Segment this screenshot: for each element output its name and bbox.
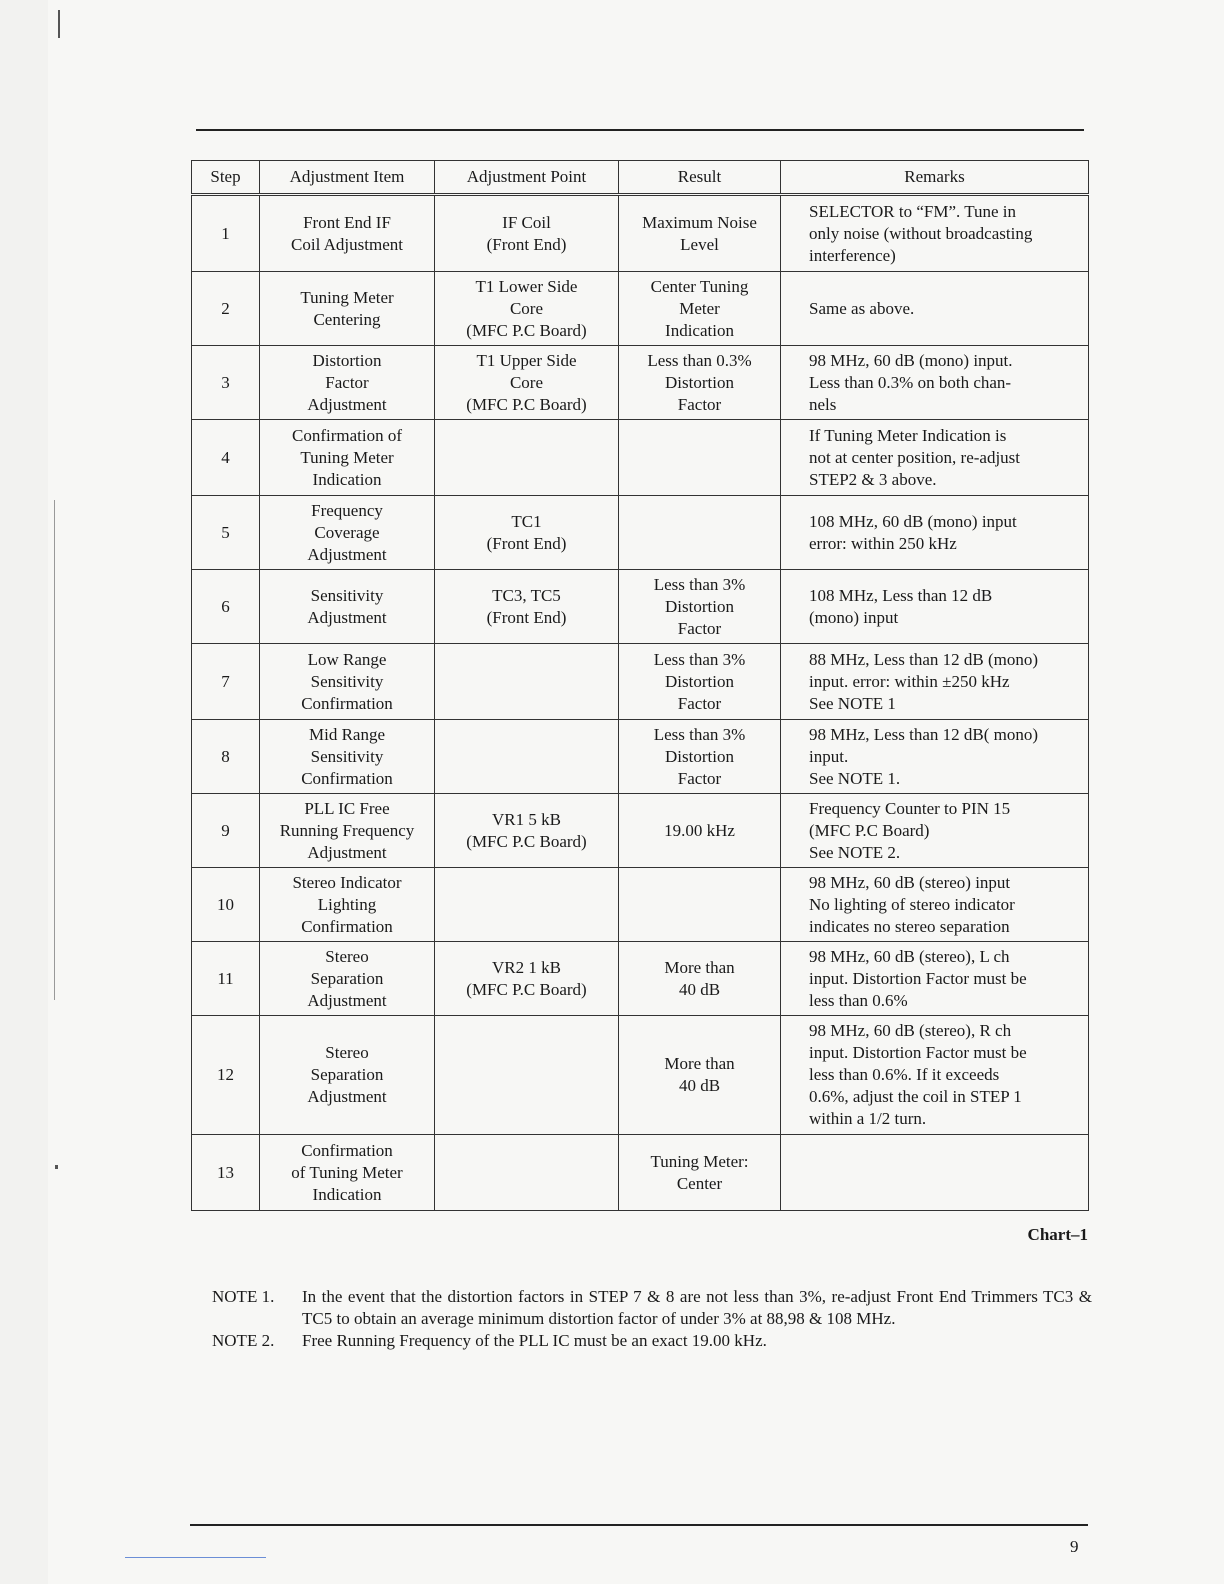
remarks-line: 98 MHz, 60 dB (mono) input. xyxy=(809,350,1013,370)
item-line: Sensitivity xyxy=(310,671,384,691)
result-line: Indication xyxy=(665,320,734,340)
table-header-row xyxy=(192,161,1089,195)
result-line: Center xyxy=(676,1173,723,1193)
table-row xyxy=(192,644,1089,720)
step-cell: 1 xyxy=(192,195,260,272)
item-cell xyxy=(260,346,435,420)
point-line: VR1 5 kB xyxy=(492,809,561,829)
item-cell xyxy=(260,1135,435,1211)
item-line: Indication xyxy=(312,469,382,489)
remarks-cell xyxy=(781,570,1089,644)
point-line: (MFC P.C Board) xyxy=(466,831,587,851)
item-line: Tuning Meter xyxy=(300,287,394,307)
item-cell xyxy=(260,794,435,868)
note-1 xyxy=(212,1286,1092,1330)
remarks-line: less than 0.6%. If it exceeds xyxy=(809,1065,1000,1084)
point-line: (Front End) xyxy=(486,533,567,553)
table-row xyxy=(192,346,1089,420)
note-text: Free Running Frequency of the PLL IC must be an exact 19.00 kHz. xyxy=(302,1331,767,1350)
remarks-line: indicates no stereo separation xyxy=(809,916,1010,936)
result-line: 40 dB xyxy=(678,1076,721,1095)
point-line: TC1 xyxy=(511,511,542,531)
table-row xyxy=(192,195,1089,272)
remarks-cell xyxy=(781,496,1089,570)
remarks-line: No lighting of stereo indicator xyxy=(809,894,1015,914)
item-line: Indication xyxy=(312,1184,382,1204)
remarks-line: 88 MHz, Less than 12 dB (mono) xyxy=(809,649,1039,669)
remarks-line: less than 0.6% xyxy=(809,990,908,1010)
step-cell: 4 xyxy=(192,420,260,496)
result-line: Less than 3% xyxy=(653,649,746,669)
result-line: Less than 3% xyxy=(653,574,746,594)
item-line: Adjustment xyxy=(307,394,387,414)
remarks-cell xyxy=(781,868,1089,942)
result-cell xyxy=(619,868,781,942)
top-rule xyxy=(196,129,1084,131)
step-cell: 5 xyxy=(192,496,260,570)
item-line: Stereo Indicator xyxy=(292,872,402,892)
page-number: 9 xyxy=(1070,1537,1079,1556)
remarks-line: input. Distortion Factor must be xyxy=(809,1043,1027,1062)
remarks-line: 108 MHz, Less than 12 dB xyxy=(809,585,993,605)
item-line: Low Range xyxy=(307,649,387,669)
result-cell xyxy=(619,644,781,720)
remarks-line: (mono) input xyxy=(809,607,899,627)
item-line: Mid Range xyxy=(308,724,386,744)
result-line: Factor xyxy=(677,693,722,713)
remarks-line: 98 MHz, Less than 12 dB( mono) xyxy=(809,724,1039,744)
result-line: Factor xyxy=(677,768,722,788)
point-cell xyxy=(435,1135,619,1211)
result-cell xyxy=(619,794,781,868)
result-line: Meter xyxy=(679,298,720,318)
remarks-line: Less than 0.3% on both chan- xyxy=(809,372,1012,392)
result-line: More than xyxy=(664,957,735,977)
remarks-cell xyxy=(781,794,1089,868)
result-line: Distortion xyxy=(665,596,734,616)
remarks-cell xyxy=(781,195,1089,272)
remarks-cell xyxy=(781,1016,1089,1135)
point-cell xyxy=(435,1016,619,1135)
remarks-line: not at center position, re-adjust xyxy=(809,447,1021,467)
remarks-line: (MFC P.C Board) xyxy=(809,820,930,840)
item-line: Confirmation xyxy=(301,693,393,713)
item-line: Distortion xyxy=(312,350,382,370)
result-cell xyxy=(619,1135,781,1211)
result-line: Distortion xyxy=(665,746,734,766)
point-cell xyxy=(435,496,619,570)
item-line: Sensitivity xyxy=(310,746,384,766)
table-row xyxy=(192,496,1089,570)
remarks-line: If Tuning Meter Indication is xyxy=(809,425,1007,445)
step-cell: 12 xyxy=(192,1016,260,1135)
result-line: Maximum Noise xyxy=(642,212,757,232)
item-line: Adjustment xyxy=(307,607,387,627)
remarks-line: within a 1/2 turn. xyxy=(809,1109,927,1128)
step-cell: 13 xyxy=(192,1135,260,1211)
scan-mark xyxy=(54,500,55,1000)
result-cell xyxy=(619,496,781,570)
remarks-line: See NOTE 2. xyxy=(809,842,901,862)
scan-mark xyxy=(55,1165,58,1169)
remarks-cell xyxy=(781,644,1089,720)
remarks-cell xyxy=(781,272,1089,346)
step-cell: 8 xyxy=(192,720,260,794)
step-cell: 11 xyxy=(192,942,260,1016)
result-line: Less than 0.3% xyxy=(647,350,752,370)
result-line: Factor xyxy=(677,618,722,638)
result-line: Level xyxy=(680,234,719,254)
remarks-line: only noise (without broadcasting xyxy=(809,223,1033,243)
item-line: Adjustment xyxy=(307,1087,387,1106)
bottom-rule xyxy=(190,1524,1088,1526)
header-adjustment-point: Adjustment Point xyxy=(435,161,619,195)
point-line: (Front End) xyxy=(486,607,567,627)
point-line: Core xyxy=(509,298,544,318)
note-2 xyxy=(212,1330,1092,1352)
table-row xyxy=(192,272,1089,346)
table-row xyxy=(192,1135,1089,1211)
result-line: Less than 3% xyxy=(653,724,746,744)
result-cell xyxy=(619,942,781,1016)
point-cell xyxy=(435,868,619,942)
remarks-line: input. Distortion Factor must be xyxy=(809,968,1027,988)
result-cell xyxy=(619,195,781,272)
header-remarks: Remarks xyxy=(781,161,1089,195)
item-line: Front End IF xyxy=(303,212,391,232)
point-line: T1 Upper Side xyxy=(476,350,577,370)
point-cell xyxy=(435,272,619,346)
remarks-cell xyxy=(781,346,1089,420)
result-line: Distortion xyxy=(665,372,734,392)
point-line: (MFC P.C Board) xyxy=(466,320,587,340)
point-cell xyxy=(435,942,619,1016)
point-cell xyxy=(435,346,619,420)
remarks-line: 98 MHz, 60 dB (stereo) input xyxy=(809,872,1011,892)
remarks-line: 98 MHz, 60 dB (stereo), L ch xyxy=(809,946,1010,966)
item-line: Centering xyxy=(313,309,381,329)
remarks-line: Same as above. xyxy=(809,298,915,318)
point-line: TC3, TC5 xyxy=(492,585,561,605)
note-label: NOTE 1. xyxy=(212,1287,275,1306)
item-line: Stereo xyxy=(325,1043,369,1062)
item-cell xyxy=(260,942,435,1016)
result-line: More than xyxy=(664,1054,735,1073)
scan-margin xyxy=(0,0,48,1584)
point-cell xyxy=(435,720,619,794)
point-cell xyxy=(435,570,619,644)
remarks-line: input. error: within ±250 kHz xyxy=(809,671,1010,691)
result-line: 19.00 kHz xyxy=(664,820,735,840)
item-line: Confirmation of xyxy=(291,425,402,445)
point-line: Core xyxy=(509,372,544,392)
table-row xyxy=(192,942,1089,1016)
point-line: IF Coil xyxy=(502,212,551,232)
point-cell xyxy=(435,420,619,496)
item-cell xyxy=(260,272,435,346)
table-row xyxy=(192,868,1089,942)
item-cell xyxy=(260,868,435,942)
header-adjustment-item: Adjustment Item xyxy=(260,161,435,195)
remarks-line: 0.6%, adjust the coil in STEP 1 xyxy=(809,1087,1022,1106)
table-row xyxy=(192,720,1089,794)
item-line: Adjustment xyxy=(307,544,387,564)
result-cell xyxy=(619,570,781,644)
note-label: NOTE 2. xyxy=(212,1331,275,1350)
step-cell: 6 xyxy=(192,570,260,644)
remarks-line: interference) xyxy=(809,245,896,265)
step-cell: 10 xyxy=(192,868,260,942)
remarks-cell xyxy=(781,942,1089,1016)
point-cell xyxy=(435,195,619,272)
scan-artifact-line xyxy=(125,1557,266,1558)
item-line: Confirmation xyxy=(301,1140,393,1160)
adjustment-table xyxy=(191,160,1089,1211)
header-step: Step xyxy=(192,161,260,195)
note-text: In the event that the distortion factors in STEP 7 & 8 are not less than 3%, re-adjust Front End Trimmers TC3 & TC5 to obtain an average minimum distortion factor of under 3% at 88,98 & 108 MHz. xyxy=(302,1287,1092,1328)
result-line: Distortion xyxy=(665,671,734,691)
point-line: (Front End) xyxy=(486,234,567,254)
result-line: Center Tuning xyxy=(650,276,749,296)
result-cell xyxy=(619,420,781,496)
result-line: 40 dB xyxy=(678,979,721,999)
remarks-line: See NOTE 1. xyxy=(809,768,901,788)
table-row xyxy=(192,420,1089,496)
remarks-cell xyxy=(781,1135,1089,1211)
item-line: Lighting xyxy=(317,894,377,914)
remarks-line: STEP2 & 3 above. xyxy=(809,469,937,489)
item-cell xyxy=(260,195,435,272)
item-line: Separation xyxy=(310,968,384,988)
item-line: Frequency xyxy=(311,500,383,520)
item-line: Adjustment xyxy=(307,990,387,1010)
item-cell xyxy=(260,496,435,570)
point-line: (MFC P.C Board) xyxy=(466,394,587,414)
step-cell: 9 xyxy=(192,794,260,868)
item-line: Confirmation xyxy=(301,916,393,936)
remarks-line: nels xyxy=(809,394,837,414)
point-line: (MFC P.C Board) xyxy=(466,979,587,999)
result-line: Tuning Meter: xyxy=(650,1151,749,1171)
remarks-line: Frequency Counter to PIN 15 xyxy=(809,798,1011,818)
point-line: T1 Lower Side xyxy=(475,276,578,296)
remarks-line: SELECTOR to “FM”. Tune in xyxy=(809,201,1017,221)
table-row xyxy=(192,1016,1089,1135)
item-cell xyxy=(260,1016,435,1135)
step-cell: 2 xyxy=(192,272,260,346)
item-line: Adjustment xyxy=(307,842,387,862)
remarks-line: See NOTE 1 xyxy=(809,693,896,713)
item-line: Confirmation xyxy=(301,768,393,788)
item-line: Sensitivity xyxy=(310,585,384,605)
remarks-line: error: within 250 kHz xyxy=(809,533,957,553)
item-line: Stereo xyxy=(325,946,369,966)
result-cell xyxy=(619,1016,781,1135)
header-result: Result xyxy=(619,161,781,195)
table-row xyxy=(192,570,1089,644)
item-line: Tuning Meter xyxy=(300,447,394,467)
point-cell xyxy=(435,794,619,868)
result-cell xyxy=(619,272,781,346)
remarks-cell xyxy=(781,420,1089,496)
item-cell xyxy=(260,644,435,720)
point-cell xyxy=(435,644,619,720)
item-line: Factor xyxy=(325,372,369,392)
item-line: of Tuning Meter xyxy=(291,1162,403,1182)
item-cell xyxy=(260,720,435,794)
table-row xyxy=(192,794,1089,868)
result-cell xyxy=(619,720,781,794)
item-line: PLL IC Free xyxy=(304,798,390,818)
step-cell: 7 xyxy=(192,644,260,720)
item-cell xyxy=(260,420,435,496)
item-cell xyxy=(260,570,435,644)
scan-mark xyxy=(58,10,60,38)
remarks-line: 98 MHz, 60 dB (stereo), R ch xyxy=(809,1021,1012,1040)
step-cell: 3 xyxy=(192,346,260,420)
result-cell xyxy=(619,346,781,420)
remarks-line: input. xyxy=(809,746,849,766)
point-line: VR2 1 kB xyxy=(492,957,561,977)
chart-caption: Chart–1 xyxy=(1027,1225,1088,1244)
item-line: Running Frequency xyxy=(279,820,415,840)
remarks-cell xyxy=(781,720,1089,794)
item-line: Separation xyxy=(310,1065,384,1084)
remarks-line: 108 MHz, 60 dB (mono) input xyxy=(809,511,1017,531)
result-line: Factor xyxy=(677,394,722,414)
item-line: Coverage xyxy=(314,522,380,542)
item-line: Coil Adjustment xyxy=(291,234,403,254)
